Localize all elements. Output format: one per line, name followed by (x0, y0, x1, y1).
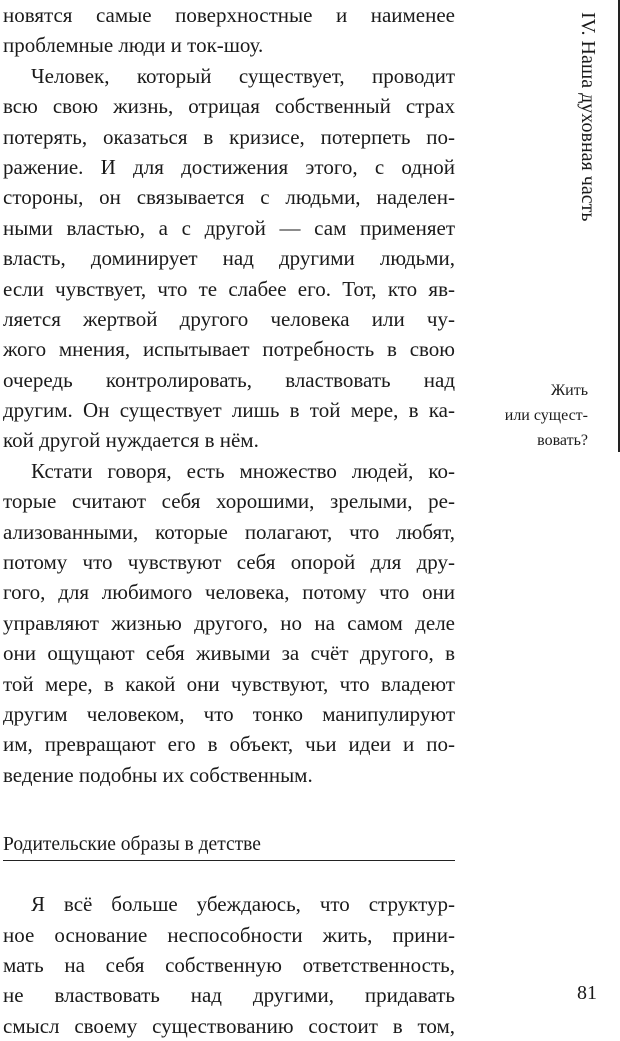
paragraph-4 (3, 889, 455, 1041)
section-heading: Родительские образы в детстве (3, 830, 455, 861)
text-line: стороны, он связывается с людьми, наделен- (3, 185, 455, 210)
text-line: другим. Он существует лишь в той мере, в ка- (3, 398, 455, 423)
text-line: ражение. И для достижения этого, с одной (3, 154, 455, 179)
margin-note-line: вовать? (537, 432, 588, 449)
running-head: IV. Наша духовная часть (577, 12, 599, 222)
text-line: если чувствует, что те слабее его. Тот, кто яв- (3, 276, 455, 301)
text-line: жого мнения, испытывает потребность в свою (3, 337, 455, 362)
text-line: гого, для любимого человека, потому что они (3, 580, 455, 605)
text-line: ными властью, а с другой — сам применяет (3, 215, 455, 240)
section-spacer (3, 861, 455, 889)
text-line: ляется жертвой другого человека или чу- (3, 306, 455, 331)
text-line: они ощущают себя живыми за счёт другого, в (3, 641, 455, 666)
text-line: всю свою жизнь, отрицая собственный страх (3, 94, 455, 119)
paragraph-3 (3, 456, 455, 790)
text-line: не властвовать над другими, придавать (3, 983, 455, 1008)
text-line: им, превращают его в объект, чьи идеи и по- (3, 732, 455, 757)
paragraph-2 (3, 61, 455, 456)
text-line: ведение подобны их собственным. (3, 762, 313, 787)
page-number: 81 (577, 982, 597, 1004)
text-line: Я всё больше убеждаюсь, что структур- (31, 892, 455, 917)
text-line: Человек, который существует, проводит (31, 63, 455, 88)
text-line: Кстати говоря, есть множество людей, ко- (31, 458, 455, 483)
text-line: очередь контролировать, властвовать над (3, 367, 455, 392)
text-line: другим человеком, что тонко манипулируют (3, 701, 455, 726)
text-line: потому что чувствуют себя опорой для дру- (3, 550, 455, 575)
text-line: власть, доминирует над другими людьми, (3, 246, 455, 271)
margin-note-line: Жить (550, 382, 588, 399)
text-line: ное основание неспособности жить, прини- (3, 922, 455, 947)
text-line: потерять, оказаться в кризисе, потерпеть по- (3, 124, 455, 149)
main-text-column (3, 0, 455, 1041)
text-line: торые считают себя хорошими, зрелыми, ре- (3, 489, 455, 514)
paragraph-1 (3, 0, 455, 61)
text-line: кой другой нуждается в нём. (3, 428, 259, 453)
text-line: смысл своему существованию состоит в том, (3, 1013, 455, 1038)
text-line: управляют жизнью другого, но на самом деле (3, 610, 455, 635)
section-spacer (3, 790, 455, 830)
text-line: мать на себя собственную ответственность, (3, 952, 455, 977)
margin-note (458, 378, 588, 453)
text-line: той мере, в какой они чувствуют, что владеют (3, 671, 455, 696)
text-line: ализованными, которые полагают, что любят, (3, 519, 455, 544)
text-line: проблемные люди и ток-шоу. (3, 33, 264, 58)
margin-note-line: или сущест- (504, 407, 588, 424)
text-line: новятся самые поверхностные и наименее (3, 3, 455, 27)
